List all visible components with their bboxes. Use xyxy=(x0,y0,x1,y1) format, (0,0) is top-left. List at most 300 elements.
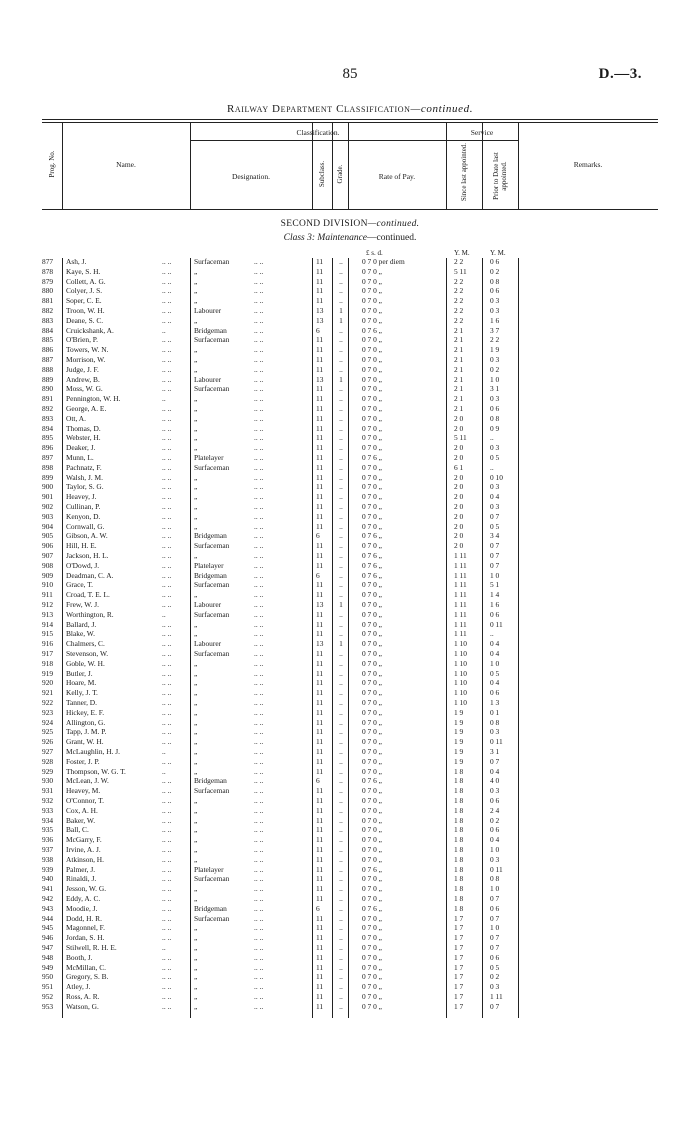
cell-designation: „ xyxy=(194,629,198,639)
cell-subclass: 11 xyxy=(316,511,324,521)
leader-dots: .. .. xyxy=(162,796,172,805)
cell-grade: .. xyxy=(339,845,343,854)
table-row xyxy=(42,836,658,845)
leader-dots: .. .. xyxy=(162,756,172,766)
cell-prior-to-date: 0 6 xyxy=(490,825,500,835)
cell-prog-no: 933 xyxy=(42,805,54,815)
leader-dots: .. .. xyxy=(162,286,172,296)
cell-name: Allington, G. xyxy=(66,717,106,727)
cell-grade: .. xyxy=(339,590,343,600)
cell-name: O'Dowd, J. xyxy=(66,560,100,570)
cell-prior-to-date: 3 4 xyxy=(490,531,500,541)
table-row xyxy=(42,719,658,728)
leader-dots: .. .. xyxy=(162,590,172,600)
leader-dots: .. .. xyxy=(254,325,264,335)
leader-dots: .. .. xyxy=(254,737,264,747)
cell-grade: .. xyxy=(339,786,343,796)
cell-prog-no: 894 xyxy=(42,423,54,433)
cell-designation: „ xyxy=(194,511,198,521)
cell-prior-to-date: 0 6 xyxy=(490,796,500,805)
cell-designation: Platelayer xyxy=(194,864,224,874)
leader-dots: .. .. xyxy=(254,296,264,306)
leader-dots: .. .. xyxy=(162,374,172,384)
cell-prog-no: 925 xyxy=(42,727,54,737)
division-name: SECOND DIVISION xyxy=(280,219,368,229)
cell-since-last: 1 7 xyxy=(454,972,464,982)
cell-prog-no: 899 xyxy=(42,472,54,482)
cell-prog-no: 907 xyxy=(42,551,54,560)
leader-dots: .. .. xyxy=(162,521,172,531)
cell-subclass: 11 xyxy=(316,345,324,355)
cell-grade: .. xyxy=(339,453,343,462)
cell-subclass: 11 xyxy=(316,825,324,835)
table-row xyxy=(42,856,658,865)
page-title xyxy=(0,103,700,115)
cell-prog-no: 921 xyxy=(42,688,54,698)
cell-since-last: 1 11 xyxy=(454,600,467,609)
table-row xyxy=(42,895,658,904)
cell-subclass: 13 xyxy=(316,306,324,315)
cell-subclass: 11 xyxy=(316,737,324,747)
cell-prior-to-date: 0 6 xyxy=(490,404,500,413)
cell-prog-no: 934 xyxy=(42,815,54,825)
cell-designation: „ xyxy=(194,884,198,894)
leader-dots: .. .. xyxy=(162,384,172,394)
table-row xyxy=(42,317,658,326)
cell-since-last: 1 9 xyxy=(454,707,464,717)
cell-prior-to-date: 0 1 xyxy=(490,707,500,717)
leader-dots: .. .. xyxy=(162,678,172,688)
cell-since-last: 2 1 xyxy=(454,364,464,374)
cell-since-last: 2 0 xyxy=(454,472,464,482)
cell-since-last: 2 1 xyxy=(454,335,464,345)
cell-since-last: 5 11 xyxy=(454,266,467,276)
cell-rate-of-pay: 0 7 0 „ xyxy=(362,678,382,688)
cell-subclass: 11 xyxy=(316,815,324,825)
cell-since-last: 2 0 xyxy=(454,453,464,462)
cell-since-last: 1 11 xyxy=(454,551,467,560)
cell-designation: „ xyxy=(194,502,198,511)
cell-grade: .. xyxy=(339,619,343,629)
leader-dots: .. .. xyxy=(254,511,264,521)
cell-subclass: 11 xyxy=(316,404,324,413)
header-designation: Designation. xyxy=(231,172,271,181)
cell-subclass: 11 xyxy=(316,541,324,551)
leader-dots: .. .. xyxy=(162,805,172,815)
cell-subclass: 11 xyxy=(316,384,324,394)
cell-designation: „ xyxy=(194,521,198,531)
table-row xyxy=(42,346,658,355)
cell-since-last: 2 1 xyxy=(454,374,464,384)
leader-dots: .. .. xyxy=(254,1001,264,1011)
cell-designation: „ xyxy=(194,688,198,698)
cell-prog-no: 928 xyxy=(42,756,54,766)
leader-dots: .. xyxy=(162,766,166,776)
cell-prior-to-date: 0 7 xyxy=(490,913,500,923)
cell-grade: .. xyxy=(339,923,343,933)
cell-name: Gibson, A. W. xyxy=(66,531,108,541)
table-row xyxy=(42,581,658,590)
cell-name: Cruickshank, A. xyxy=(66,325,114,335)
leader-dots: .. .. xyxy=(162,825,172,835)
cell-grade: .. xyxy=(339,649,343,658)
cell-designation: „ xyxy=(194,805,198,815)
cell-prior-to-date: 0 3 xyxy=(490,443,500,453)
cell-prog-no: 916 xyxy=(42,639,54,649)
cell-subclass: 11 xyxy=(316,443,324,453)
cell-designation: „ xyxy=(194,472,198,482)
cell-since-last: 1 11 xyxy=(454,580,467,590)
leader-dots: .. .. xyxy=(162,560,172,570)
table-row xyxy=(42,650,658,659)
cell-prog-no: 877 xyxy=(42,257,54,266)
cell-name: Croad, T. E. L. xyxy=(66,590,110,600)
cell-prog-no: 889 xyxy=(42,374,54,384)
cell-subclass: 11 xyxy=(316,619,324,629)
cell-designation: Bridgeman xyxy=(194,325,227,335)
cell-since-last: 5 11 xyxy=(454,433,467,443)
leader-dots: .. .. xyxy=(162,776,172,786)
cell-designation: „ xyxy=(194,756,198,766)
cell-prog-no: 941 xyxy=(42,884,54,894)
cell-name: George, A. E. xyxy=(66,404,107,413)
cell-prog-no: 929 xyxy=(42,766,54,776)
cell-subclass: 11 xyxy=(316,835,324,845)
leader-dots: .. .. xyxy=(162,854,172,864)
cell-subclass: 11 xyxy=(316,286,324,296)
cell-designation: Bridgeman xyxy=(194,903,227,913)
cell-name: Thomas, D. xyxy=(66,423,101,433)
cell-designation: „ xyxy=(194,698,198,707)
cell-prog-no: 948 xyxy=(42,952,54,962)
cell-rate-of-pay: 0 7 0 „ xyxy=(362,433,382,443)
cell-prog-no: 935 xyxy=(42,825,54,835)
cell-since-last: 1 8 xyxy=(454,766,464,776)
cell-subclass: 11 xyxy=(316,276,324,286)
cell-name: Cullinan, P. xyxy=(66,502,101,511)
cell-grade: .. xyxy=(339,276,343,286)
cell-rate-of-pay: 0 7 0 „ xyxy=(362,962,382,972)
leader-dots: .. .. xyxy=(162,815,172,825)
header-prior: Prior to Date last appointed. xyxy=(492,152,508,200)
cell-prior-to-date: 0 7 xyxy=(490,511,500,521)
cell-subclass: 11 xyxy=(316,423,324,433)
cell-grade: .. xyxy=(339,835,343,845)
cell-grade: .. xyxy=(339,541,343,551)
leader-dots: .. .. xyxy=(254,590,264,600)
cell-since-last: 1 8 xyxy=(454,815,464,825)
cell-prior-to-date: 0 7 xyxy=(490,933,500,943)
table-row xyxy=(42,738,658,747)
cell-prog-no: 910 xyxy=(42,580,54,590)
leader-dots: .. .. xyxy=(162,668,172,678)
leader-dots: .. .. xyxy=(254,570,264,580)
top-double-rule xyxy=(42,119,658,120)
leader-dots: .. .. xyxy=(254,580,264,590)
cell-prog-no: 888 xyxy=(42,364,54,374)
cell-grade: .. xyxy=(339,952,343,962)
leader-dots: .. .. xyxy=(254,286,264,296)
cell-subclass: 11 xyxy=(316,854,324,864)
cell-subclass: 11 xyxy=(316,805,324,815)
cell-grade: .. xyxy=(339,707,343,717)
cell-since-last: 2 0 xyxy=(454,492,464,502)
cell-since-last: 1 8 xyxy=(454,796,464,805)
table-row xyxy=(42,601,658,610)
leader-dots: .. .. xyxy=(254,982,264,992)
class-continued: —continued. xyxy=(367,233,417,243)
leader-dots: .. .. xyxy=(254,619,264,629)
leader-dots: .. .. xyxy=(254,884,264,894)
cell-rate-of-pay: 0 7 0 „ xyxy=(362,688,382,698)
cell-prior-to-date: 0 3 xyxy=(490,355,500,364)
cell-name: Magonnel, F. xyxy=(66,923,106,933)
cell-designation: „ xyxy=(194,590,198,600)
cell-prior-to-date: .. xyxy=(490,629,494,639)
cell-name: Deane, S. C. xyxy=(66,315,104,325)
leader-dots: .. .. xyxy=(254,756,264,766)
cell-name: Hoare, M. xyxy=(66,678,97,688)
cell-rate-of-pay: 0 7 0 „ xyxy=(362,845,382,854)
leader-dots: .. .. xyxy=(162,894,172,903)
cell-prog-no: 914 xyxy=(42,619,54,629)
cell-subclass: 11 xyxy=(316,629,324,639)
leader-dots: .. .. xyxy=(162,404,172,413)
leader-dots: .. xyxy=(162,325,166,335)
cell-prior-to-date: 0 4 xyxy=(490,492,500,502)
cell-designation: „ xyxy=(194,845,198,854)
cell-grade: .. xyxy=(339,413,343,423)
leader-dots: .. .. xyxy=(162,433,172,443)
cell-name: Hill, H. E. xyxy=(66,541,97,551)
cell-prog-no: 886 xyxy=(42,345,54,355)
cell-name: Booth, J. xyxy=(66,952,93,962)
leader-dots: .. .. xyxy=(254,698,264,707)
table-row xyxy=(42,258,658,267)
cell-since-last: 1 7 xyxy=(454,982,464,992)
cell-since-last: 1 8 xyxy=(454,805,464,815)
leader-dots: .. .. xyxy=(254,639,264,649)
table-row xyxy=(42,327,658,336)
cell-designation: „ xyxy=(194,404,198,413)
leader-dots: .. .. xyxy=(162,707,172,717)
cell-designation: Bridgeman xyxy=(194,570,227,580)
cell-subclass: 11 xyxy=(316,364,324,374)
cell-grade: 1 xyxy=(339,315,343,325)
cell-prog-no: 885 xyxy=(42,335,54,345)
cell-rate-of-pay: 0 7 0 „ xyxy=(362,825,382,835)
cell-since-last: 1 11 xyxy=(454,590,467,600)
table-row xyxy=(42,826,658,835)
cell-grade: .. xyxy=(339,394,343,404)
cell-grade: .. xyxy=(339,335,343,345)
cell-name: Jesson, W. G. xyxy=(66,884,107,894)
cell-name: Palmer, J. xyxy=(66,864,96,874)
cell-since-last: 6 1 xyxy=(454,462,464,472)
leader-dots: .. .. xyxy=(254,482,264,492)
cell-designation: „ xyxy=(194,894,198,903)
cell-prior-to-date: 0 5 xyxy=(490,668,500,678)
cell-name: Pachnatz, F. xyxy=(66,462,102,472)
cell-name: Andrew, B. xyxy=(66,374,100,384)
cell-prior-to-date: 0 3 xyxy=(490,982,500,992)
units-prior: Y. M. xyxy=(490,249,506,257)
cell-grade: .. xyxy=(339,423,343,433)
leader-dots: .. .. xyxy=(254,453,264,462)
cell-since-last: 2 0 xyxy=(454,502,464,511)
cell-rate-of-pay: 0 7 0 „ xyxy=(362,511,382,521)
table-row xyxy=(42,777,658,786)
cell-prog-no: 898 xyxy=(42,462,54,472)
leader-dots: .. .. xyxy=(162,600,172,609)
cell-since-last: 1 7 xyxy=(454,923,464,933)
cell-prog-no: 906 xyxy=(42,541,54,551)
cell-prior-to-date: 0 3 xyxy=(490,394,500,404)
cell-prog-no: 927 xyxy=(42,747,54,756)
cell-designation: Labourer xyxy=(194,639,222,649)
leader-dots: .. .. xyxy=(254,707,264,717)
leader-dots: .. .. xyxy=(254,845,264,854)
cell-name: Kaye, S. H. xyxy=(66,266,101,276)
cell-prior-to-date: 0 9 xyxy=(490,423,500,433)
cell-prog-no: 944 xyxy=(42,913,54,923)
cell-rate-of-pay: 0 7 6 „ xyxy=(362,551,382,560)
cell-rate-of-pay: 0 7 0 „ xyxy=(362,590,382,600)
table-row xyxy=(42,356,658,365)
table-row xyxy=(42,562,658,571)
cell-grade: .. xyxy=(339,609,343,619)
cell-subclass: 11 xyxy=(316,266,324,276)
cell-prog-no: 931 xyxy=(42,786,54,796)
cell-prior-to-date: 0 2 xyxy=(490,266,500,276)
cell-since-last: 1 7 xyxy=(454,952,464,962)
cell-grade: 1 xyxy=(339,639,343,649)
cell-since-last: 2 1 xyxy=(454,345,464,355)
cell-designation: „ xyxy=(194,854,198,864)
cell-grade: 1 xyxy=(339,306,343,315)
cell-prior-to-date: 4 0 xyxy=(490,776,500,786)
cell-subclass: 11 xyxy=(316,962,324,972)
table-row xyxy=(42,934,658,943)
cell-prior-to-date: 0 8 xyxy=(490,717,500,727)
cell-name: Ross, A. R. xyxy=(66,992,100,1001)
cell-name: Stevenson, W. xyxy=(66,649,109,658)
page-number: 85 xyxy=(342,66,358,82)
cell-since-last: 2 0 xyxy=(454,413,464,423)
division-heading xyxy=(0,219,700,229)
cell-prog-no: 887 xyxy=(42,355,54,364)
cell-designation: „ xyxy=(194,355,198,364)
leader-dots: .. .. xyxy=(162,551,172,560)
leader-dots: .. .. xyxy=(254,541,264,551)
cell-name: Moss, W. G. xyxy=(66,384,103,394)
table-row xyxy=(42,552,658,561)
table-row xyxy=(42,483,658,492)
leader-dots: .. .. xyxy=(254,649,264,658)
cell-since-last: 1 10 xyxy=(454,649,467,658)
cell-prior-to-date: 2 2 xyxy=(490,335,500,345)
cell-name: Atkinson, H. xyxy=(66,854,104,864)
cell-since-last: 2 0 xyxy=(454,423,464,433)
leader-dots: .. .. xyxy=(254,355,264,364)
cell-prog-no: 908 xyxy=(42,560,54,570)
table-row xyxy=(42,454,658,463)
cell-since-last: 1 10 xyxy=(454,668,467,678)
cell-rate-of-pay: 0 7 0 „ xyxy=(362,482,382,492)
leader-dots: .. .. xyxy=(254,276,264,286)
cell-prog-no: 940 xyxy=(42,874,54,884)
leader-dots: .. .. xyxy=(254,502,264,511)
cell-rate-of-pay: 0 7 0 „ xyxy=(362,286,382,296)
cell-rate-of-pay: 0 7 0 „ xyxy=(362,923,382,933)
cell-prog-no: 920 xyxy=(42,678,54,688)
cell-grade: .. xyxy=(339,854,343,864)
cell-grade: .. xyxy=(339,894,343,903)
cell-prog-no: 881 xyxy=(42,296,54,306)
table-row xyxy=(42,503,658,512)
cell-designation: Surfaceman xyxy=(194,913,230,923)
leader-dots: .. .. xyxy=(254,609,264,619)
cell-designation: „ xyxy=(194,943,198,952)
cell-grade: .. xyxy=(339,1001,343,1011)
cell-subclass: 13 xyxy=(316,374,324,384)
cell-grade: .. xyxy=(339,717,343,727)
cell-designation: „ xyxy=(194,972,198,982)
cell-subclass: 13 xyxy=(316,315,324,325)
leader-dots: .. .. xyxy=(162,1001,172,1011)
cell-rate-of-pay: 0 7 0 „ xyxy=(362,502,382,511)
cell-rate-of-pay: 0 7 6 „ xyxy=(362,453,382,462)
leader-dots: .. .. xyxy=(162,972,172,982)
leader-dots: .. .. xyxy=(254,345,264,355)
cell-name: Munn, L. xyxy=(66,453,94,462)
cell-name: Worthington, R. xyxy=(66,609,114,619)
cell-prior-to-date: 0 4 xyxy=(490,766,500,776)
table-row xyxy=(42,983,658,992)
cell-rate-of-pay: 0 7 0 „ xyxy=(362,796,382,805)
leader-dots: .. .. xyxy=(254,413,264,423)
leader-dots: .. .. xyxy=(254,992,264,1001)
cell-since-last: 1 11 xyxy=(454,629,467,639)
header-grade: Grade. xyxy=(336,164,344,184)
cell-designation: „ xyxy=(194,982,198,992)
leader-dots: .. .. xyxy=(254,384,264,394)
cell-name: Thompson, W. G. T. xyxy=(66,766,126,776)
cell-subclass: 11 xyxy=(316,874,324,884)
table-row xyxy=(42,748,658,757)
cell-grade: 1 xyxy=(339,600,343,609)
header-subclass: Subclass. xyxy=(318,160,326,188)
cell-rate-of-pay: 0 7 0 „ xyxy=(362,276,382,286)
cell-since-last: 1 8 xyxy=(454,903,464,913)
cell-grade: .. xyxy=(339,737,343,747)
table-row xyxy=(42,670,658,679)
leader-dots: .. .. xyxy=(162,443,172,453)
cell-prior-to-date: 1 0 xyxy=(490,923,500,933)
cell-since-last: 2 0 xyxy=(454,443,464,453)
cell-prog-no: 926 xyxy=(42,737,54,747)
cell-subclass: 6 xyxy=(316,776,320,786)
table-header xyxy=(42,122,658,209)
table-row xyxy=(42,993,658,1002)
cell-prior-to-date: 0 8 xyxy=(490,276,500,286)
cell-name: Irvine, A. J. xyxy=(66,845,101,854)
cell-prior-to-date: 0 7 xyxy=(490,551,500,560)
cell-grade: .. xyxy=(339,972,343,982)
leader-dots: .. xyxy=(162,747,166,756)
cell-designation: Surfaceman xyxy=(194,462,230,472)
table-row xyxy=(42,444,658,453)
